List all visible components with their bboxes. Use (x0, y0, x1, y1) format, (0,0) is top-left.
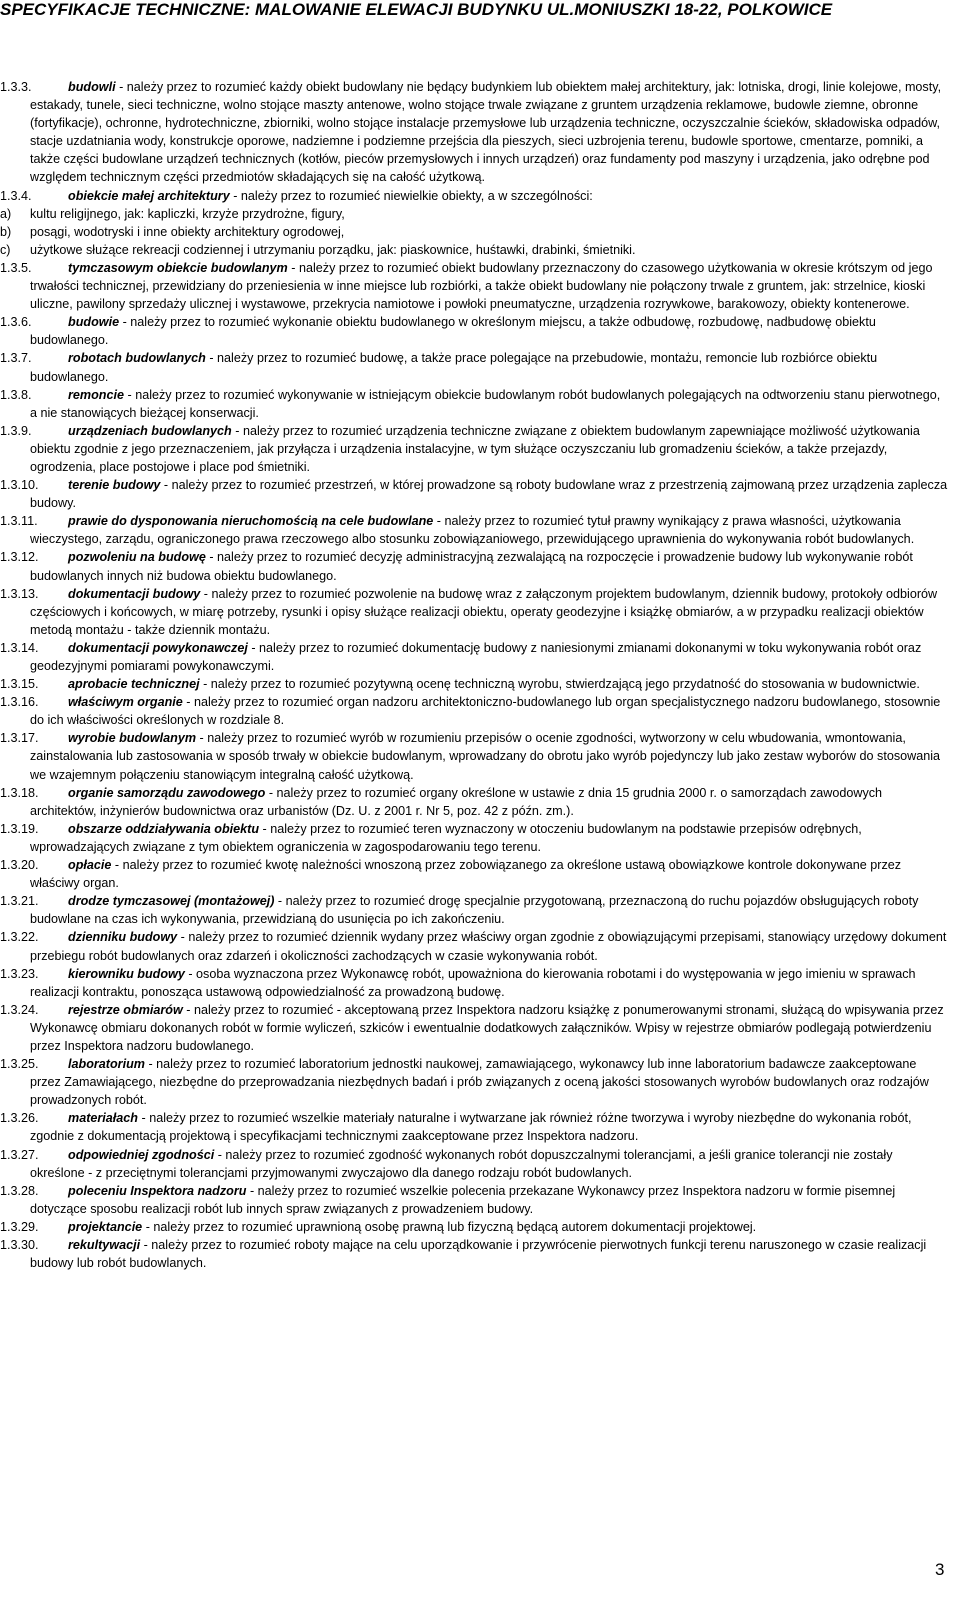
definition-number: 1.3.19. (0, 821, 39, 836)
definition-content (0, 259, 950, 313)
definition-content (0, 1182, 950, 1218)
definition-item (0, 965, 950, 1001)
list-item-text: kultu religijnego, jak: kapliczki, krzyże przydrożne, figury, (30, 206, 345, 221)
definition-text: - należy przez to rozumieć teren wyznaczony w otoczeniu budowlanym na podstawie przepisów odrębnych, wprowadzających związane z tym obiektem ograniczenia w zagospodarowaniu tego terenu. (30, 821, 862, 854)
definition-content (0, 675, 950, 693)
definition-content (0, 729, 950, 783)
definition-number: 1.3.8. (0, 387, 32, 402)
definition-content (0, 1109, 950, 1145)
definition-item (0, 78, 950, 187)
definition-number: 1.3.29. (0, 1219, 39, 1234)
definition-number: 1.3.13. (0, 586, 39, 601)
definition-term: aprobacie technicznej (68, 677, 200, 692)
definition-content (0, 639, 950, 675)
definition-term: poleceniu Inspektora nadzoru (68, 1183, 247, 1198)
definition-term: laboratorium (68, 1057, 145, 1072)
definition-term: właściwym organie (68, 695, 183, 710)
definition-item (0, 313, 950, 349)
definition-content (0, 1001, 950, 1055)
definition-number: 1.3.4. (0, 188, 32, 203)
definition-item (0, 820, 950, 856)
definition-term: budowli (68, 80, 116, 94)
definition-term: terenie budowy (68, 478, 161, 493)
definition-number: 1.3.16. (0, 695, 39, 710)
definition-content (0, 856, 950, 892)
definition-content (0, 313, 950, 349)
definition-item (0, 422, 950, 476)
definition-number: 1.3.12. (0, 550, 39, 565)
definition-number: 1.3.30. (0, 1238, 39, 1252)
definition-term: robotach budowlanych (68, 351, 206, 366)
definition-text: - należy przez to rozumieć roboty mające na celu uporządkowanie i przywrócenie pierwotnych funkcji terenu naruszonego w czasie realizacji budowy lub robót budowlanych. (30, 1238, 927, 1271)
definition-term: projektancie (68, 1219, 143, 1234)
definition-text: - należy przez to rozumieć obiekt budowlany przeznaczony do czasowego użytkowania w okresie krótszym od jego trwałości technicznej, przewidziany do przeniesienia w inne miejsce lub rozbiórki, a także obiekt budowlany nie połączony trwale z gruntem, jak: strzelnice, kioski uliczne, pawilony sprzedaży ulicznej i wystawowe, przekrycia namiotowe i powłoki pneumatyczne, urządzenia rozrywkowe, barakowozy, obiekty kontenerowe. (30, 260, 933, 312)
definition-number: 1.3.26. (0, 1111, 39, 1126)
definition-term: wyrobie budowlanym (68, 731, 197, 746)
definition-text: - należy przez to rozumieć zgodność wykonanych robót dopuszczalnymi tolerancjami, a jeśli granice tolerancji nie zostały określone - z przeciętnymi tolerancjami przyjmowanymi zwyczajowo dla danego rodzaju robót budowlanych. (30, 1147, 893, 1180)
definition-term: organie samorządu zawodowego (68, 785, 266, 800)
definition-content (0, 187, 950, 205)
definition-number: 1.3.11. (0, 514, 38, 529)
definition-term: rekultywacji (68, 1238, 141, 1252)
definition-text: - należy przez to rozumieć drogę specjalnie przygotowaną, przeznaczoną do ruchu pojazdów obsługujących roboty budowlane na czas ich wykonywania, przewidzianą do usunięcia po ich zakończeniu. (30, 894, 919, 927)
list-item-text: posągi, wodotryski i inne obiekty architektury ogrodowej, (30, 224, 345, 239)
definition-number: 1.3.28. (0, 1183, 39, 1198)
definition-number: 1.3.7. (0, 351, 32, 366)
definition-text: - należy przez to rozumieć urządzenia techniczne związane z obiektem budowlanym zapewniające możliwość użytkowania obiektu zgodnie z jego przeznaczeniem, jak przyłącza i urządzenia instalacyjne, w tym służące oczyszczaniu lub gromadzeniu ścieków, a także przejazdy, ogrodzenia, place postojowe i place pod śmietniki. (30, 423, 920, 474)
definition-number: 1.3.23. (0, 966, 39, 981)
definition-text: - należy przez to rozumieć dokumentację budowy z naniesionymi zmianami dokonanymi w toku wykonywania robót oraz geodezyjnymi pomiarami powykonawczymi. (30, 640, 922, 673)
definition-number: 1.3.5. (0, 260, 32, 275)
definition-content (0, 1218, 950, 1236)
definition-content (0, 585, 950, 639)
definition-content (0, 548, 950, 584)
definition-content (0, 1055, 950, 1109)
definition-term: rejestrze obmiarów (68, 1002, 183, 1017)
definition-content (0, 693, 950, 729)
definition-text: - należy przez to rozumieć dziennik wydany przez właściwy organ zgodnie z obowiązującymi przepisami, stanowiący urzędowy dokument przebiegu robót budowlanych oraz zdarzeń i okoliczności zachodzących w czasie wykonywania robót. (30, 930, 947, 963)
list-item (0, 241, 950, 259)
list-item-label: a) (0, 206, 12, 221)
definition-number: 1.3.9. (0, 423, 32, 438)
definition-item (0, 639, 950, 675)
definition-text: - należy przez to rozumieć organy określone w ustawie z dnia 15 grudnia 2000 r. o samorządach zawodowych architektów, inżynierów budownictwa oraz urbanistów (Dz. U. z 2001 r. Nr 5, poz. 42 z późn. zm.). (30, 785, 883, 818)
definition-item (0, 476, 950, 512)
definition-term: dokumentacji budowy (68, 586, 201, 601)
definition-item (0, 349, 950, 385)
definition-text: - należy przez to rozumieć wszelkie polecenia przekazane Wykonawcy przez Inspektora nadzoru w formie pisemnej dotyczące sposobu realizacji robót lub innych spraw związanych z prowadzeniem budowy. (30, 1183, 896, 1216)
definition-number: 1.3.27. (0, 1147, 39, 1162)
definition-content (0, 892, 950, 928)
definition-number: 1.3.6. (0, 315, 32, 330)
definition-text: - należy przez to rozumieć wyrób w rozumieniu przepisów o ocenie zgodności, wytworzony w celu wbudowania, wmontowania, zainstalowania lub zastosowania w sposób trwały w obiekcie budowlanym, wprowadzany do obrotu jako wyrób pojedynczy lub jako zestaw wyborów do stosowania we wzajemnym połączeniu stanowiącym integralną całość użytkową. (30, 731, 941, 782)
definition-number: 1.3.21. (0, 894, 39, 909)
definition-number: 1.3.25. (0, 1057, 39, 1072)
definition-term: drodze tymczasowej (montażowej) (68, 894, 275, 909)
definition-number: 1.3.18. (0, 785, 39, 800)
definition-term: opłacie (68, 858, 112, 873)
list-item-label: b) (0, 224, 12, 239)
definition-item (0, 675, 950, 693)
definition-term: pozwoleniu na budowę (68, 550, 206, 565)
definition-item (0, 548, 950, 584)
definition-content (0, 422, 950, 476)
definition-text: - należy przez to rozumieć laboratorium jednostki naukowej, zamawiającego, wykonawcy lub inne laboratorium badawcze zaakceptowane przez Zamawiającego, niezbędne do przeprowadzania niezbędnych badań i prób związanych z oceną jakości stosowanych wyrobów budowlanych oraz rodzajów prowadzonych robót. (30, 1057, 929, 1108)
definition-content (0, 78, 950, 187)
definition-content (0, 928, 950, 964)
definition-item (0, 1001, 950, 1055)
definition-item (0, 585, 950, 639)
definition-item (0, 1109, 950, 1145)
definition-item (0, 1218, 950, 1236)
definition-text: - osoba wyznaczona przez Wykonawcę robót, upoważniona do kierowania robotami i do występowania w jego imieniu w sprawach realizacji kontraktu, ponosząca ustawową odpowiedzialność za prowadzoną budowę. (30, 966, 916, 999)
definition-text: - należy przez to rozumieć wykonywanie w istniejącym obiekcie budowlanym robót budowlanych polegających na odtworzeniu stanu pierwotnego, a nie stanowiących bieżącej konserwacji. (30, 387, 941, 420)
definition-text: - należy przez to rozumieć tytuł prawny wynikający z prawa własności, użytkowania wieczystego, zarządu, ograniczonego prawa rzeczowego albo stosunku zobowiązaniowego, przewidującego uprawnienia do wykonywania robót budowlanych. (30, 514, 915, 547)
definition-term: remoncie (68, 387, 124, 402)
definition-term: dzienniku budowy (68, 930, 178, 945)
list-item-text: użytkowe służące rekreacji codziennej i utrzymaniu porządku, jak: piaskownice, huśtawki, drabinki, śmietniki. (30, 242, 636, 257)
definition-text: - należy przez to rozumieć pozytywną ocenę techniczną wyrobu, stwierdzającą jego przydatność do stosowania w budownictwie. (199, 677, 920, 692)
definition-term: urządzeniach budowlanych (68, 423, 232, 438)
definition-text: - należy przez to rozumieć kwotę należności wnoszoną przez zobowiązanego za określone ustawą obowiązkowe kontrole dokonywane przez właściwy organ. (30, 858, 902, 891)
definition-number: 1.3.17. (0, 731, 39, 746)
definition-content (0, 349, 950, 385)
list-item (0, 205, 950, 223)
definition-number: 1.3.22. (0, 930, 39, 945)
list-item (0, 223, 950, 241)
definition-number: 1.3.24. (0, 1002, 39, 1017)
definition-content (0, 820, 950, 856)
definition-text: - należy przez to rozumieć wszelkie materiały naturalne i wytwarzane jak również różne tworzywa i wyroby niezbędne do wykonania robót, zgodnie z dokumentacją projektową i specyfikacjami technicznymi zaakceptowane przez Inspektora nadzoru. (30, 1111, 912, 1144)
definition-term: kierowniku budowy (68, 966, 185, 981)
definition-number: 1.3.14. (0, 640, 39, 655)
definition-text: - należy przez to rozumieć - akceptowaną przez Inspektora nadzoru książkę z ponumerowanymi stronami, służącą do wpisywania przez Wykonawcę obmiaru dokonanych robót w formie wyliczeń, szkiców i ewentualnie dodatkowych załączników. Wpisy w rejestrze obmiarów podlegają potwierdzeniu przez Inspektora nadzoru budowlanego. (30, 1002, 944, 1053)
definition-item (0, 259, 950, 313)
definition-item (0, 856, 950, 892)
definition-content (0, 965, 950, 1001)
definition-content (0, 512, 950, 548)
definition-term: tymczasowym obiekcie budowlanym (68, 260, 288, 275)
definition-term: odpowiedniej zgodności (68, 1147, 215, 1162)
definition-text: - należy przez to rozumieć wykonanie obiektu budowlanego w określonym miejscu, a także odbudowę, rozbudowę, nadbudowę obiektu budowlanego. (30, 315, 876, 348)
definition-number: 1.3.10. (0, 478, 39, 493)
definition-text: - należy przez to rozumieć przestrzeń, w której prowadzone są roboty budowlane wraz z przestrzenią zajmowaną przez urządzenia zaplecza budowy. (30, 478, 948, 511)
definition-number: 1.3.15. (0, 677, 39, 692)
definition-term: obiekcie małej architektury (68, 188, 230, 203)
definition-item (0, 928, 950, 964)
definition-text: - należy przez to rozumieć pozwolenie na budowę wraz z załączonym projektem budowlanym, dziennik budowy, protokoły odbiorów częściowych i końcowych, w miarę potrzeby, rysunki i opisy służące realizacji obiektu, operaty geodezyjne i książkę obmiarów, a w przypadku realizacji obiektów metodą montażu - także dziennik montażu. (30, 586, 938, 637)
definition-content (0, 1146, 950, 1182)
definition-text: - należy przez to rozumieć organ nadzoru architektoniczno-budowlanego lub organ specjalistycznego nadzoru budowlanego, stosownie do ich właściwości określonych w rozdziale 8. (30, 695, 941, 728)
definition-text: - należy przez to rozumieć budowę, a także prace polegające na przebudowie, montażu, remoncie lub rozbiórce obiektu budowlanego. (30, 351, 878, 384)
definition-item (0, 693, 950, 729)
definition-item (0, 187, 950, 205)
definition-text: - należy przez to rozumieć niewielkie obiekty, a w szczególności: (229, 188, 593, 203)
definition-text: - należy przez to rozumieć uprawnioną osobę prawną lub fizyczną będącą autorem dokumentacji projektowej. (142, 1219, 757, 1234)
definition-item (0, 386, 950, 422)
definition-number: 1.3.3. (0, 80, 32, 94)
definition-content (0, 784, 950, 820)
page-number: 3 (935, 1560, 945, 1579)
definition-content (0, 476, 950, 512)
document-header: SPECYFIKACJE TECHNICZNE: MALOWANIE ELEWACJI BUDYNKU UL.MONIUSZKI 18-22, POLKOWICE (0, 0, 833, 19)
definition-item (0, 1236, 950, 1272)
definition-item (0, 892, 950, 928)
definition-content (0, 1236, 950, 1272)
definition-term: obszarze oddziaływania obiektu (68, 821, 260, 836)
definition-text: - należy przez to rozumieć decyzję administracyjną zezwalającą na rozpoczęcie i prowadzenie budowy lub wykonywanie robót budowlanych innych niż budowa obiektu budowlanego. (30, 550, 913, 583)
definition-content (0, 386, 950, 422)
definition-item (0, 1055, 950, 1109)
definition-number: 1.3.20. (0, 858, 39, 873)
definition-term: dokumentacji powykonawczej (68, 640, 248, 655)
definition-term: materiałach (68, 1111, 139, 1126)
document-body (0, 78, 950, 1272)
definition-term: budowie (68, 315, 120, 330)
definition-item (0, 1146, 950, 1182)
definition-text: - należy przez to rozumieć każdy obiekt budowlany nie będący budynkiem lub obiektem małej architektury, jak: lotniska, drogi, linie kolejowe, mosty, estakady, tunele, sieci techniczne, wolno stojące maszty antenowe, wolno stojące trwale związane z gruntem urządzenia reklamowe, budowle ziemne, obronne (fortyfikacje), ochronne, hydrotechniczne, zbiorniki, wolno stojące instalacje przemysłowe lub urządzenia techniczne, oczyszczalnie ścieków, składowiska odpadów, stacje uzdatniania wody, konstrukcje oporowe, nadziemne i podziemne przejścia dla pieszych, sieci uzbrojenia terenu, budowle sportowe, cmentarze, pomniki, a także części budowlane urządzeń technicznych (kotłów, pieców przemysłowych i innych urządzeń) oraz fundamenty pod maszyny i urządzenia, jako odrębne pod względem technicznym części przedmiotów składających się na całość użytkową. (30, 80, 942, 185)
definition-item (0, 729, 950, 783)
definition-term: prawie do dysponowania nieruchomością na cele budowlane (68, 514, 434, 529)
list-item-label: c) (0, 242, 11, 257)
definition-item (0, 512, 950, 548)
definition-item (0, 784, 950, 820)
definition-item (0, 1182, 950, 1218)
